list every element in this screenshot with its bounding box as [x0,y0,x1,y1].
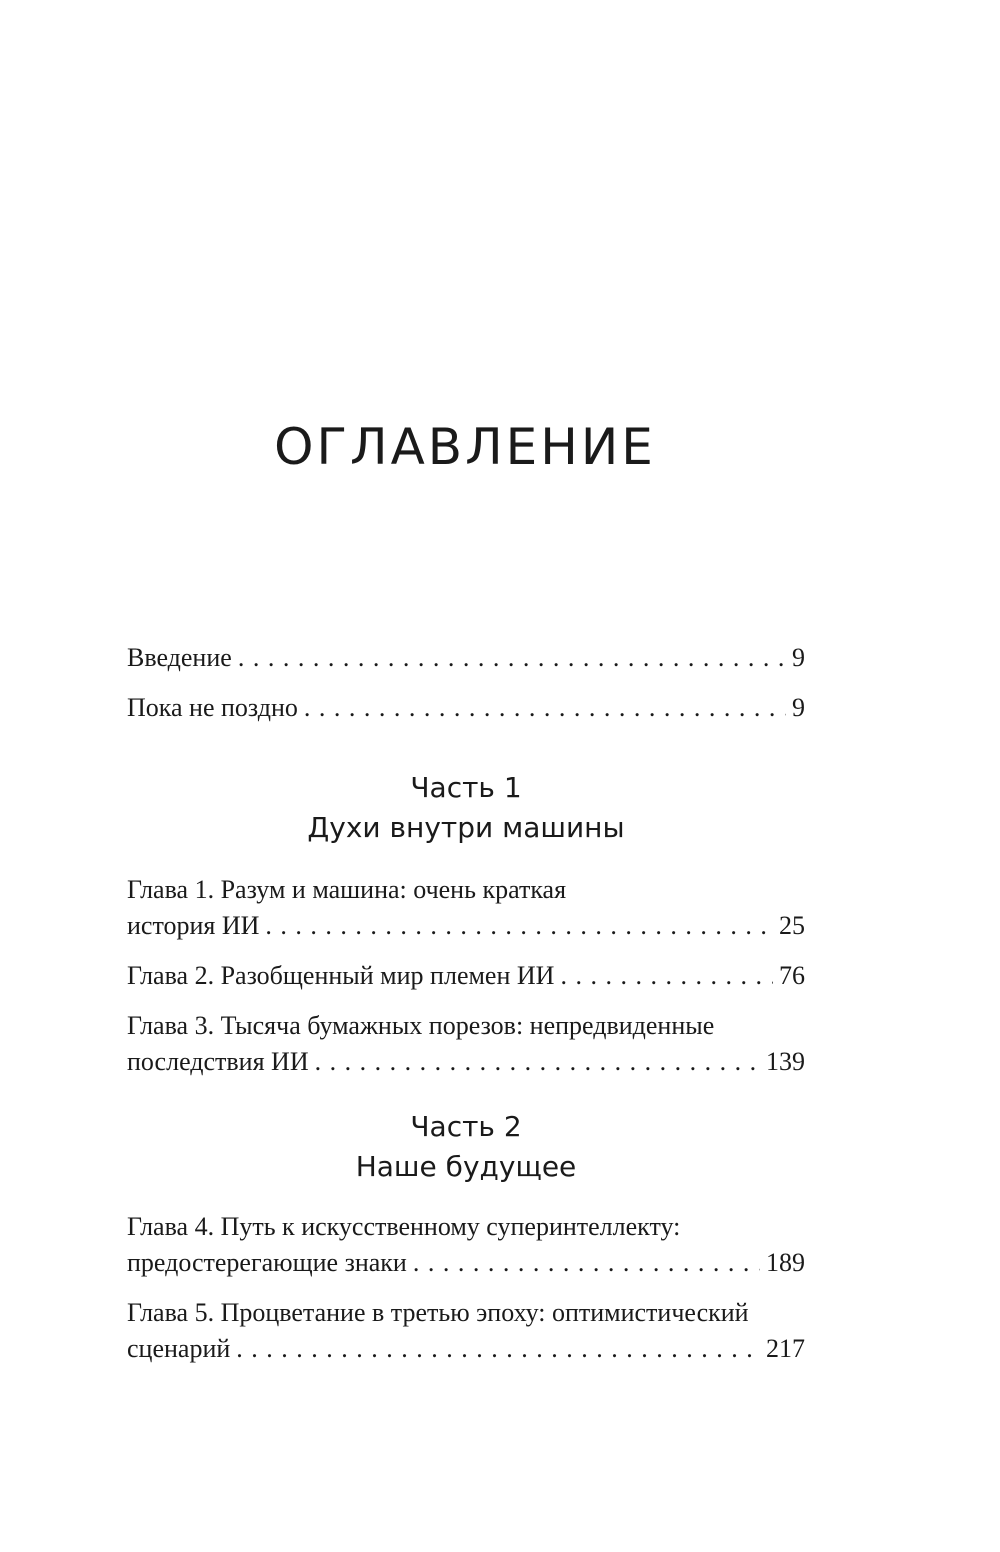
toc-entry-introduction[interactable] [127,640,805,676]
toc-page-number: 25 [779,911,805,940]
dot-leader [236,1331,760,1367]
part-number: Часть 1 [410,771,522,804]
page-title: ОГЛАВЛЕНИЕ [274,418,656,476]
toc-entry-label-continued: предостерегающие знаки [127,1248,407,1277]
toc-entry-label: Глава 2. Разобщенный мир племен ИИ [127,961,555,990]
part-title: Наше будущее [355,1150,577,1183]
toc-entry-label-continued: сценарий [127,1334,231,1363]
dot-leader [315,1044,760,1080]
toc-entry-chapter-3[interactable] [127,1008,805,1080]
dot-leader [413,1245,760,1281]
part-1-heading [127,768,805,848]
toc-entry-chapter-5[interactable] [127,1295,805,1367]
toc-entry-label-continued: последствия ИИ [127,1047,309,1076]
toc-page-number: 9 [792,693,805,722]
toc-entry-before-too-late[interactable] [127,690,805,726]
toc-entry-chapter-2[interactable] [127,958,805,994]
toc-page-number: 217 [766,1334,805,1363]
toc-entry-label-continued: история ИИ [127,911,260,940]
part-title: Духи внутри машины [307,811,625,844]
toc-entry-label: Глава 3. Тысяча бумажных порезов: непредвиденные [127,1011,715,1040]
toc-entry-chapter-1[interactable] [127,872,805,944]
part-1-chapter-list [127,872,805,1094]
toc-entry-chapter-4[interactable] [127,1209,805,1281]
toc-entry-label: Глава 4. Путь к искусственному суперинтеллекту: [127,1212,681,1241]
toc-page-number: 189 [766,1248,805,1277]
dot-leader [304,690,786,726]
toc-entry-label: Пока не поздно [127,693,298,722]
part-2-chapter-list [127,1209,805,1381]
dot-leader [265,908,773,944]
dot-leader [238,640,786,676]
toc-page-number: 76 [779,961,805,990]
toc-entry-label: Введение [127,643,232,672]
front-matter-list [127,640,805,740]
part-number: Часть 2 [410,1110,522,1143]
dot-leader [560,958,773,994]
toc-entry-label: Глава 5. Процветание в третью эпоху: оптимистический [127,1298,749,1327]
toc-page-number: 139 [766,1047,805,1076]
toc-entry-label: Глава 1. Разум и машина: очень краткая [127,875,567,904]
toc-page-number: 9 [792,643,805,672]
part-2-heading [127,1107,805,1187]
